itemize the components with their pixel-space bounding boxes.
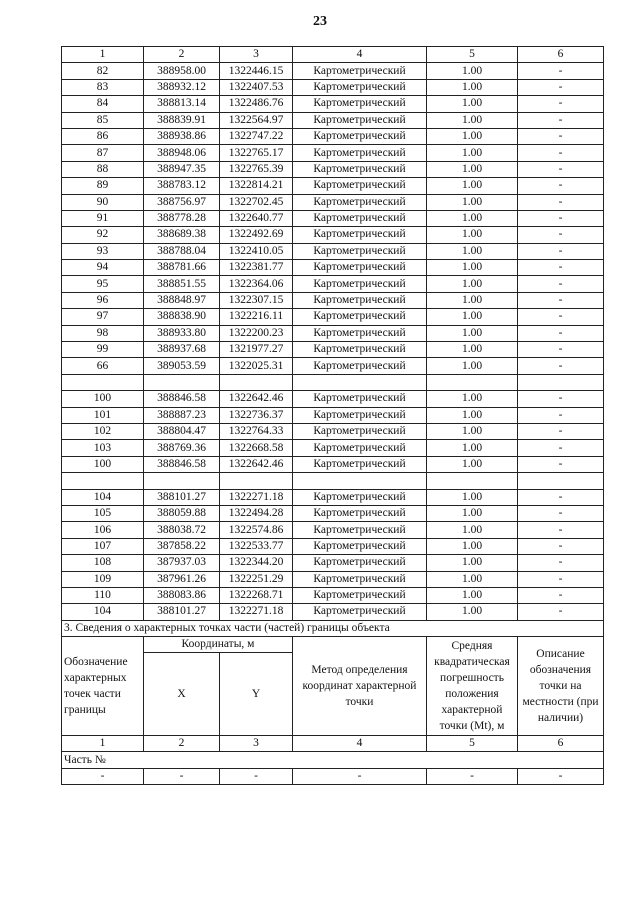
table-cell: 103: [62, 440, 144, 456]
table-cell: Картометрический: [293, 391, 427, 407]
table-cell: 388783.12: [144, 178, 220, 194]
table-cell: 1322407.53: [220, 79, 293, 95]
table-cell: 1.00: [427, 407, 518, 423]
table-cell: 96: [62, 292, 144, 308]
table-cell: 100: [62, 456, 144, 472]
table-cell: 1.00: [427, 587, 518, 603]
table-cell: -: [518, 587, 604, 603]
table-cell: 388813.14: [144, 96, 220, 112]
table-cell: 102: [62, 423, 144, 439]
column-number: 2: [144, 736, 220, 752]
table-cell: 388781.66: [144, 260, 220, 276]
table-cell: [62, 374, 144, 390]
table-cell: 1.00: [427, 260, 518, 276]
table-cell: -: [518, 276, 604, 292]
table-cell: Картометрический: [293, 423, 427, 439]
table-cell: 388778.28: [144, 210, 220, 226]
table-cell: 388848.97: [144, 292, 220, 308]
table-cell: -: [518, 407, 604, 423]
table-cell: 1.00: [427, 604, 518, 620]
page-number: 23: [313, 14, 327, 29]
table-cell: -: [427, 768, 518, 784]
table-row: [62, 423, 604, 439]
table-cell: Картометрический: [293, 571, 427, 587]
table-cell: 87: [62, 145, 144, 161]
table-cell: 388769.36: [144, 440, 220, 456]
header-method: Метод определения координат характерной точки: [293, 637, 427, 736]
table-cell: 1322765.17: [220, 145, 293, 161]
table-cell: 1.00: [427, 538, 518, 554]
table-cell: Картометрический: [293, 79, 427, 95]
table-cell: 1322574.86: [220, 522, 293, 538]
column-number: 4: [293, 47, 427, 63]
table-cell: Картометрический: [293, 358, 427, 374]
table-row: [62, 391, 604, 407]
table-cell: Картометрический: [293, 489, 427, 505]
column-number: 1: [62, 736, 144, 752]
table-cell: 1322446.15: [220, 63, 293, 79]
table-cell: 1.00: [427, 79, 518, 95]
table-row: [62, 63, 604, 79]
table-cell: -: [518, 604, 604, 620]
table-cell: 1.00: [427, 358, 518, 374]
table-cell: Картометрический: [293, 538, 427, 554]
table-cell: Картометрический: [293, 161, 427, 177]
table-row: [62, 456, 604, 472]
table-cell: -: [518, 555, 604, 571]
table-cell: 388846.58: [144, 456, 220, 472]
table-cell: 388958.00: [144, 63, 220, 79]
table-row: [62, 407, 604, 423]
table-cell: 101: [62, 407, 144, 423]
table-row: [62, 227, 604, 243]
table-cell: 97: [62, 309, 144, 325]
table-cell: [220, 473, 293, 489]
table-cell: 1322814.21: [220, 178, 293, 194]
table-cell: 1322486.76: [220, 96, 293, 112]
table-cell: 388059.88: [144, 505, 220, 521]
table-row: [62, 587, 604, 603]
table-cell: -: [518, 440, 604, 456]
part-label-row: [62, 752, 604, 768]
table-cell: -: [518, 210, 604, 226]
table-cell: 91: [62, 210, 144, 226]
table-cell: -: [518, 309, 604, 325]
table-cell: [144, 473, 220, 489]
table-cell: -: [518, 178, 604, 194]
table-cell: 1.00: [427, 555, 518, 571]
table-cell: 1.00: [427, 342, 518, 358]
table-cell: Картометрический: [293, 260, 427, 276]
table-cell: 1322492.69: [220, 227, 293, 243]
table-cell: Картометрический: [293, 96, 427, 112]
table-cell: Картометрический: [293, 325, 427, 341]
table-cell: 1322410.05: [220, 243, 293, 259]
table-cell: 1322533.77: [220, 538, 293, 554]
table-cell: -: [518, 423, 604, 439]
table-cell: Картометрический: [293, 309, 427, 325]
table-cell: 388083.86: [144, 587, 220, 603]
table-cell: 388938.86: [144, 128, 220, 144]
table-cell: 104: [62, 604, 144, 620]
table-cell: 388788.04: [144, 243, 220, 259]
table-cell: [144, 374, 220, 390]
column-number: 1: [62, 47, 144, 63]
table-cell: [518, 374, 604, 390]
table-cell: Картометрический: [293, 210, 427, 226]
table-cell: 1322564.97: [220, 112, 293, 128]
table-cell: 1322642.46: [220, 391, 293, 407]
table-cell: 82: [62, 63, 144, 79]
table-cell: -: [518, 489, 604, 505]
table-cell: 1321977.27: [220, 342, 293, 358]
table-cell: 1322251.29: [220, 571, 293, 587]
column-number: 6: [518, 736, 604, 752]
table-cell: [220, 374, 293, 390]
blank-row: [62, 473, 604, 489]
table-cell: -: [518, 325, 604, 341]
table-cell: 89: [62, 178, 144, 194]
table-cell: Картометрический: [293, 194, 427, 210]
table-cell: 1.00: [427, 325, 518, 341]
column-number: 5: [427, 736, 518, 752]
table-cell: 90: [62, 194, 144, 210]
table-row: [62, 128, 604, 144]
table-cell: 388838.90: [144, 309, 220, 325]
table-cell: 1322640.77: [220, 210, 293, 226]
table-cell: -: [518, 194, 604, 210]
header-x: X: [144, 653, 220, 736]
table-cell: Картометрический: [293, 292, 427, 308]
table-row: [62, 194, 604, 210]
table-row: [62, 243, 604, 259]
table-cell: -: [518, 292, 604, 308]
table-cell: 1.00: [427, 161, 518, 177]
table-cell: 1322494.28: [220, 505, 293, 521]
table-cell: 1322642.46: [220, 456, 293, 472]
table-cell: 83: [62, 79, 144, 95]
table-cell: 1322271.18: [220, 604, 293, 620]
table-row: [62, 210, 604, 226]
table-cell: 94: [62, 260, 144, 276]
blank-row: [62, 374, 604, 390]
table-cell: 1.00: [427, 243, 518, 259]
table-row: [62, 358, 604, 374]
table-cell: Картометрический: [293, 440, 427, 456]
table-cell: -: [518, 145, 604, 161]
table-cell: 389053.59: [144, 358, 220, 374]
table-cell: 387961.26: [144, 571, 220, 587]
table-cell: 388101.27: [144, 604, 220, 620]
table-cell: [62, 473, 144, 489]
table-cell: 1.00: [427, 194, 518, 210]
table-cell: [293, 374, 427, 390]
table-cell: Картометрический: [293, 555, 427, 571]
header-coordinates: Координаты, м: [144, 637, 293, 653]
table-cell: Картометрический: [293, 276, 427, 292]
header-accuracy: Средняя квадратическая погрешность положения характерной точки (Mt), м: [427, 637, 518, 736]
table-cell: 1.00: [427, 292, 518, 308]
table-cell: 1.00: [427, 276, 518, 292]
table-cell: 1322307.15: [220, 292, 293, 308]
section-title-row: [62, 620, 604, 636]
table-cell: 95: [62, 276, 144, 292]
table-cell: 1.00: [427, 309, 518, 325]
table-cell: -: [293, 768, 427, 784]
table-cell: 388947.35: [144, 161, 220, 177]
table-cell: 105: [62, 505, 144, 521]
table-cell: 1322216.11: [220, 309, 293, 325]
table-cell: 388689.38: [144, 227, 220, 243]
table-cell: 388756.97: [144, 194, 220, 210]
coordinates-table: [61, 46, 604, 785]
table-cell: -: [518, 768, 604, 784]
table-cell: 1.00: [427, 210, 518, 226]
table-cell: [518, 473, 604, 489]
table-cell: Картометрический: [293, 342, 427, 358]
table-cell: Картометрический: [293, 227, 427, 243]
table-cell: Картометрический: [293, 63, 427, 79]
table-cell: -: [518, 456, 604, 472]
table-cell: 1.00: [427, 128, 518, 144]
table-cell: -: [518, 342, 604, 358]
table-cell: 388937.68: [144, 342, 220, 358]
table-row: [62, 505, 604, 521]
table-cell: [427, 473, 518, 489]
table-cell: -: [518, 112, 604, 128]
table-cell: 1322747.22: [220, 128, 293, 144]
table-cell: Картометрический: [293, 456, 427, 472]
table-cell: 1.00: [427, 227, 518, 243]
table-cell: -: [518, 96, 604, 112]
table-cell: -: [518, 260, 604, 276]
table-cell: 1.00: [427, 391, 518, 407]
table-cell: 388851.55: [144, 276, 220, 292]
table-row: [62, 571, 604, 587]
column-number: 4: [293, 736, 427, 752]
table-cell: 1.00: [427, 456, 518, 472]
table-cell: -: [518, 391, 604, 407]
table-row: [62, 96, 604, 112]
table-cell: -: [518, 161, 604, 177]
table-row: [62, 325, 604, 341]
section-title: 3. Сведения о характерных точках части (частей) границы объекта: [62, 620, 604, 636]
table-cell: 388038.72: [144, 522, 220, 538]
header-y: Y: [220, 653, 293, 736]
table-cell: 104: [62, 489, 144, 505]
table-cell: 388101.27: [144, 489, 220, 505]
table-cell: 1.00: [427, 440, 518, 456]
table-cell: -: [518, 571, 604, 587]
table-cell: -: [220, 768, 293, 784]
table-cell: 1.00: [427, 178, 518, 194]
table-cell: 1.00: [427, 505, 518, 521]
table-row: [62, 79, 604, 95]
table-cell: 109: [62, 571, 144, 587]
table-cell: 1.00: [427, 423, 518, 439]
table-cell: 1322381.77: [220, 260, 293, 276]
table-cell: Картометрический: [293, 243, 427, 259]
table-cell: 99: [62, 342, 144, 358]
table-cell: 1322025.31: [220, 358, 293, 374]
table-row: [62, 112, 604, 128]
table-cell: 388887.23: [144, 407, 220, 423]
part-label: Часть №: [62, 752, 604, 768]
header-designation: Обозначение характерных точек части границы: [62, 637, 144, 736]
section-number-row: [62, 736, 604, 752]
table-cell: 1.00: [427, 145, 518, 161]
table-cell: -: [62, 768, 144, 784]
column-number: 2: [144, 47, 220, 63]
table-row: [62, 309, 604, 325]
table-cell: -: [518, 227, 604, 243]
table-row: [62, 555, 604, 571]
column-number: 3: [220, 736, 293, 752]
column-number: 6: [518, 47, 604, 63]
table-cell: -: [518, 505, 604, 521]
table-row: [62, 260, 604, 276]
table-row: [62, 342, 604, 358]
table-cell: 85: [62, 112, 144, 128]
table-cell: 1322344.20: [220, 555, 293, 571]
table-cell: -: [144, 768, 220, 784]
table-row: [62, 161, 604, 177]
table-row: [62, 292, 604, 308]
table-cell: -: [518, 538, 604, 554]
table-cell: 387858.22: [144, 538, 220, 554]
table-cell: 108: [62, 555, 144, 571]
table-cell: 1322271.18: [220, 489, 293, 505]
table-cell: 1322702.45: [220, 194, 293, 210]
table-cell: Картометрический: [293, 604, 427, 620]
table-cell: Картометрический: [293, 145, 427, 161]
table-cell: 388804.47: [144, 423, 220, 439]
table-cell: Картометрический: [293, 407, 427, 423]
table-row: [62, 538, 604, 554]
table-cell: 93: [62, 243, 144, 259]
table-cell: -: [518, 358, 604, 374]
table-cell: 1.00: [427, 522, 518, 538]
table-cell: 106: [62, 522, 144, 538]
table-cell: 388932.12: [144, 79, 220, 95]
table-cell: 388846.58: [144, 391, 220, 407]
table-cell: Картометрический: [293, 178, 427, 194]
table-cell: 110: [62, 587, 144, 603]
column-number-row: [62, 47, 604, 63]
table-row: [62, 440, 604, 456]
table-cell: 1.00: [427, 96, 518, 112]
table-cell: 1322268.71: [220, 587, 293, 603]
table-cell: 1.00: [427, 489, 518, 505]
table-row: [62, 522, 604, 538]
table-row: [62, 145, 604, 161]
table-cell: 1322668.58: [220, 440, 293, 456]
table-cell: 86: [62, 128, 144, 144]
table-cell: -: [518, 79, 604, 95]
table-cell: -: [518, 243, 604, 259]
table-row: [62, 276, 604, 292]
table-cell: 1.00: [427, 112, 518, 128]
table-row: [62, 604, 604, 620]
table-cell: 66: [62, 358, 144, 374]
table-cell: [427, 374, 518, 390]
table-cell: 388839.91: [144, 112, 220, 128]
table-cell: 92: [62, 227, 144, 243]
table-cell: [293, 473, 427, 489]
table-cell: 98: [62, 325, 144, 341]
table-cell: 387937.03: [144, 555, 220, 571]
table-cell: Картометрический: [293, 522, 427, 538]
table-cell: -: [518, 128, 604, 144]
table-cell: 1322200.23: [220, 325, 293, 341]
header-description: Описание обозначения точки на местности (при наличии): [518, 637, 604, 736]
table-cell: 107: [62, 538, 144, 554]
table-cell: 1322765.39: [220, 161, 293, 177]
table-cell: -: [518, 63, 604, 79]
table-cell: -: [518, 522, 604, 538]
table-cell: 88: [62, 161, 144, 177]
table-cell: Картометрический: [293, 587, 427, 603]
table-cell: 1.00: [427, 571, 518, 587]
table-cell: Картометрический: [293, 505, 427, 521]
empty-data-row: [62, 768, 604, 784]
table-cell: 388933.80: [144, 325, 220, 341]
column-number: 3: [220, 47, 293, 63]
table-row: [62, 178, 604, 194]
table-cell: 388948.06: [144, 145, 220, 161]
section-header-row: [62, 637, 604, 653]
table-cell: 1322736.37: [220, 407, 293, 423]
column-number: 5: [427, 47, 518, 63]
table-cell: 100: [62, 391, 144, 407]
table-cell: 1322764.33: [220, 423, 293, 439]
table-row: [62, 489, 604, 505]
table-cell: 1322364.06: [220, 276, 293, 292]
table-cell: 84: [62, 96, 144, 112]
table-cell: Картометрический: [293, 128, 427, 144]
table-cell: 1.00: [427, 63, 518, 79]
table-cell: Картометрический: [293, 112, 427, 128]
